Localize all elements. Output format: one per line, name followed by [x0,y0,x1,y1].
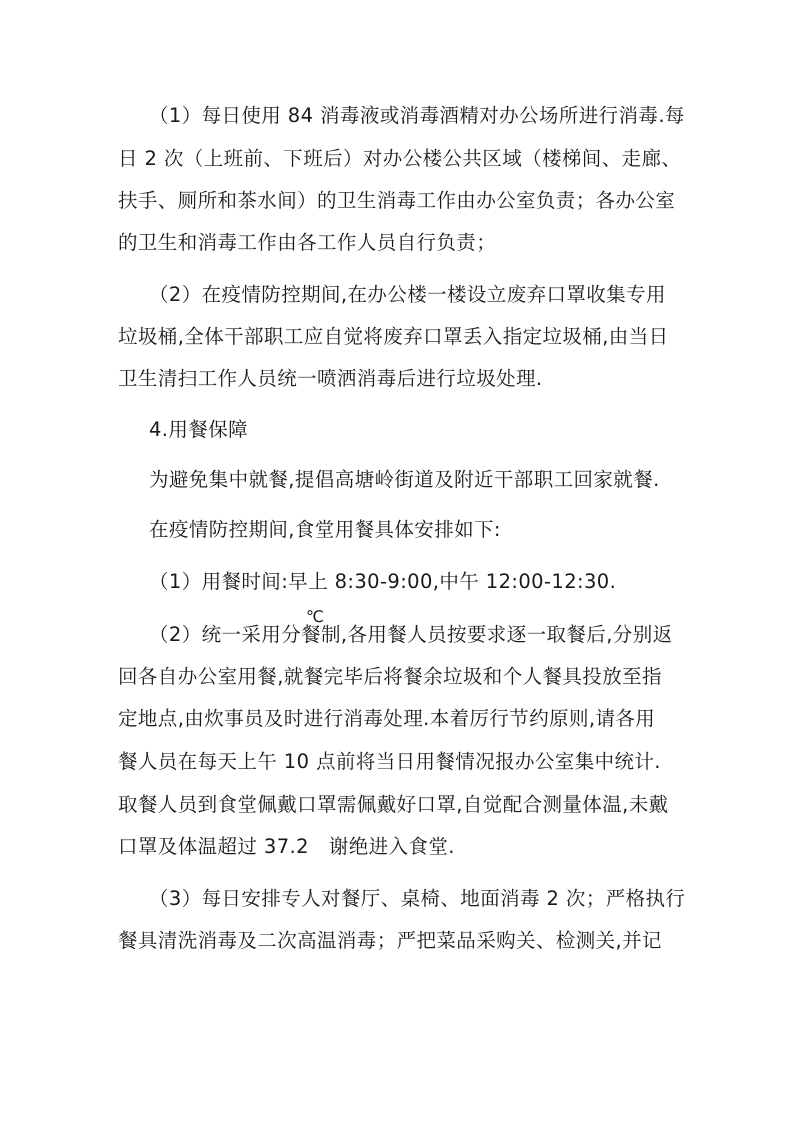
text-line-15: 餐人员在每天上午 10 点前将当日用餐情况报办公室集中统计. [118,750,661,773]
text-line-16: 取餐人员到食堂佩戴口罩需佩戴好口罩,自觉配合测量体温,未戴 [118,793,669,816]
text-line-2: 日 2 次（上班前、下班后）对办公楼公共区域（楼梯间、走廊、 [118,147,682,170]
text-line-11: （1）用餐时间:早上 8:30-9:00,中午 12:00-12:30. [149,570,617,593]
text-line-18: （3）每日安排专人对餐厅、桌椅、地面消毒 2 次；严格执行 [149,887,686,910]
text-line-6: 垃圾桶,全体干部职工应自觉将废弃口罩丢入指定垃圾桶,由当日 [118,325,669,348]
text-line-7: 卫生清扫工作人员统一喷洒消毒后进行垃圾处理. [118,367,543,390]
text-line-19: 餐具清洗消毒及二次高温消毒；严把菜品采购关、检测关,并记 [118,929,662,952]
text-line-12: （2）统一采用分餐制,各用餐人员按要求逐一取餐后,分别返 [149,623,673,646]
text-line-4: 的卫生和消毒工作由各工作人员自行负责； [118,231,497,254]
text-line-13: 回各自办公室用餐,就餐完毕后将餐余垃圾和个人餐具投放至指 [118,665,662,688]
section-heading: 4.用餐保障 [149,418,249,441]
text-line-17: 口罩及体温超过 37.2 谢绝进入食堂. [118,835,455,858]
celsius-mark: ℃ [306,607,324,626]
text-line-3: 扶手、厕所和茶水间）的卫生消毒工作由办公室负责；各办公室 [118,189,676,212]
text-line-9: 为避免集中就餐,提倡高塘岭街道及附近干部职工回家就餐. [149,468,660,491]
text-line-14: 定地点,由炊事员及时进行消毒处理.本着厉行节约原则,请各用 [118,707,656,730]
text-line-5: （2）在疫情防控期间,在办公楼一楼设立废弃口罩收集专用 [149,283,666,306]
text-line-1: （1）每日使用 84 消毒液或消毒酒精对办公场所进行消毒.每 [149,104,685,127]
text-line-10: 在疫情防控期间,食堂用餐具体安排如下: [149,518,501,541]
